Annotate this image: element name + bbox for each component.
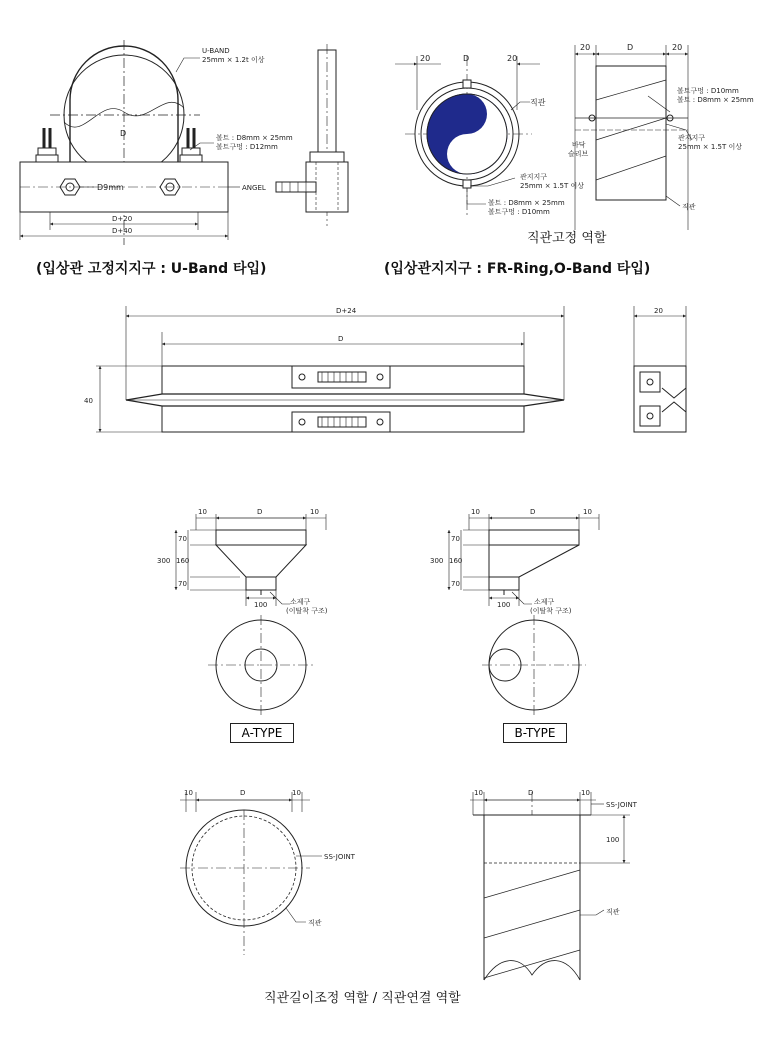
b-height-160: 160 [449,557,463,565]
b-type-cone [489,545,579,577]
u-band-drawing [20,40,348,245]
st-floor-label: 바닥 [572,141,586,149]
a-dim-d: D [257,508,263,516]
ss-dim-right: 10 [292,789,301,797]
fr-pipe-label: 직관 [530,98,546,107]
fr-bolt-spec: 볼트 : D8mm × 25mm [488,199,565,207]
dim-d-plus-24: D+24 [336,307,357,315]
b-dim-right: 10 [583,508,592,516]
a-type-outlet [246,577,276,590]
st-support-label: 관지지구 [678,134,706,142]
yin-yang-symbol [427,94,507,174]
fr-dim-right: 20 [507,54,518,63]
u-band-bolt-spec: 볼트 : D8mm × 25mm [216,134,293,142]
fr-ring-drawing [395,56,540,215]
ss-dim-d: D [240,789,246,797]
u-band-spec: 25mm × 1.2t 이상 [202,56,265,64]
st-bolt-hole: 볼트구멍 : D10mm [677,87,739,95]
dim-d-plus-40: D+40 [112,227,133,235]
fr-dim-d: D [463,54,470,63]
b-width-100: 100 [497,601,511,609]
b-type-labels [430,508,592,615]
a-dim-right: 10 [310,508,319,516]
lower-clamp [292,412,390,432]
u-band-d-label: D [120,129,127,138]
u-band-label: U-BAND [202,47,230,55]
u-band-hole-size: D9mm [97,183,124,192]
b-height-70-top: 70 [451,535,460,543]
b-type-label: B-TYPE [503,723,567,743]
ss-joint-labels [184,789,638,927]
b-type-outlet [489,577,519,590]
ss-joint-label: SS-JOINT [324,853,355,861]
a-type-cone [216,545,306,577]
ss-side-dim-left: 10 [474,789,483,797]
ss-side-joint-label: SS-JOINT [606,801,637,809]
a-type-top [216,530,306,545]
b-height-300: 300 [430,557,444,565]
a-type-labels [157,508,328,615]
st-dim-d: D [627,43,634,52]
st-sleeve-label: 슬리브 [568,150,589,158]
straight-fix-drawing [575,45,692,230]
a-type-label: A-TYPE [230,723,294,743]
b-note-cleanout: 소제구 [534,598,555,606]
fr-ring-caption: (입상관지지구 : FR-Ring,O-Band 타입) [384,261,651,277]
ss-side-dim-right: 10 [581,789,590,797]
long-support-labels [84,307,663,405]
u-band-bolt-hole: 볼트구멍 : D12mm [216,143,278,151]
st-dim-right: 20 [672,43,683,52]
fr-bolt-hole: 볼트구멍 : D10mm [488,208,550,216]
ss-pipe-label: 직관 [308,919,322,927]
ss-joint-drawing [180,792,630,980]
ss-dim-left: 10 [184,789,193,797]
left-bolt [36,128,58,162]
st-dim-left: 20 [580,43,591,52]
ss-joint-caption: 직관길이조정 역할 / 직관연결 역할 [264,991,461,1006]
fr-support-label: 관지지구 [520,173,548,181]
b-dim-d: D [530,508,536,516]
straight-fix-caption: 직관고정 역할 [527,231,607,246]
b-dim-left: 10 [471,508,480,516]
angel-label: ANGEL [242,184,266,192]
a-height-160: 160 [176,557,190,565]
ss-side-dim-d: D [528,789,534,797]
a-note-detach: (이탈착 구조) [286,607,328,615]
ss-side-pipe-label: 직관 [606,908,620,916]
a-dim-left: 10 [198,508,207,516]
b-height-70-bottom: 70 [451,580,460,588]
st-pipe-label: 직관 [682,203,696,211]
a-height-300: 300 [157,557,171,565]
b-type-top [489,530,579,545]
a-note-cleanout: 소제구 [290,598,311,606]
st-support-spec: 25mm × 1.5T 이상 [678,143,743,151]
ss-side-100: 100 [606,836,620,844]
a-height-70-top: 70 [178,535,187,543]
long-support-drawing [96,306,686,432]
b-note-detach: (이탈착 구조) [530,607,572,615]
b-type-drawing [449,514,599,715]
st-bolt-spec: 볼트 : D8mm × 25mm [677,96,754,104]
a-width-100: 100 [254,601,268,609]
dim-d-plus-20: D+20 [112,215,133,223]
long-dim-d: D [338,335,344,343]
end-width-20: 20 [654,307,663,315]
right-bolt [180,128,202,162]
a-height-70-bottom: 70 [178,580,187,588]
upper-clamp [292,366,390,388]
fr-support-spec: 25mm × 1.5T 이상 [520,182,585,190]
fr-dim-left: 20 [420,54,431,63]
u-band-caption: (입상관 고정지지구 : U-Band 타입) [36,261,267,277]
straight-pipe [596,66,666,200]
long-height-40: 40 [84,397,93,405]
